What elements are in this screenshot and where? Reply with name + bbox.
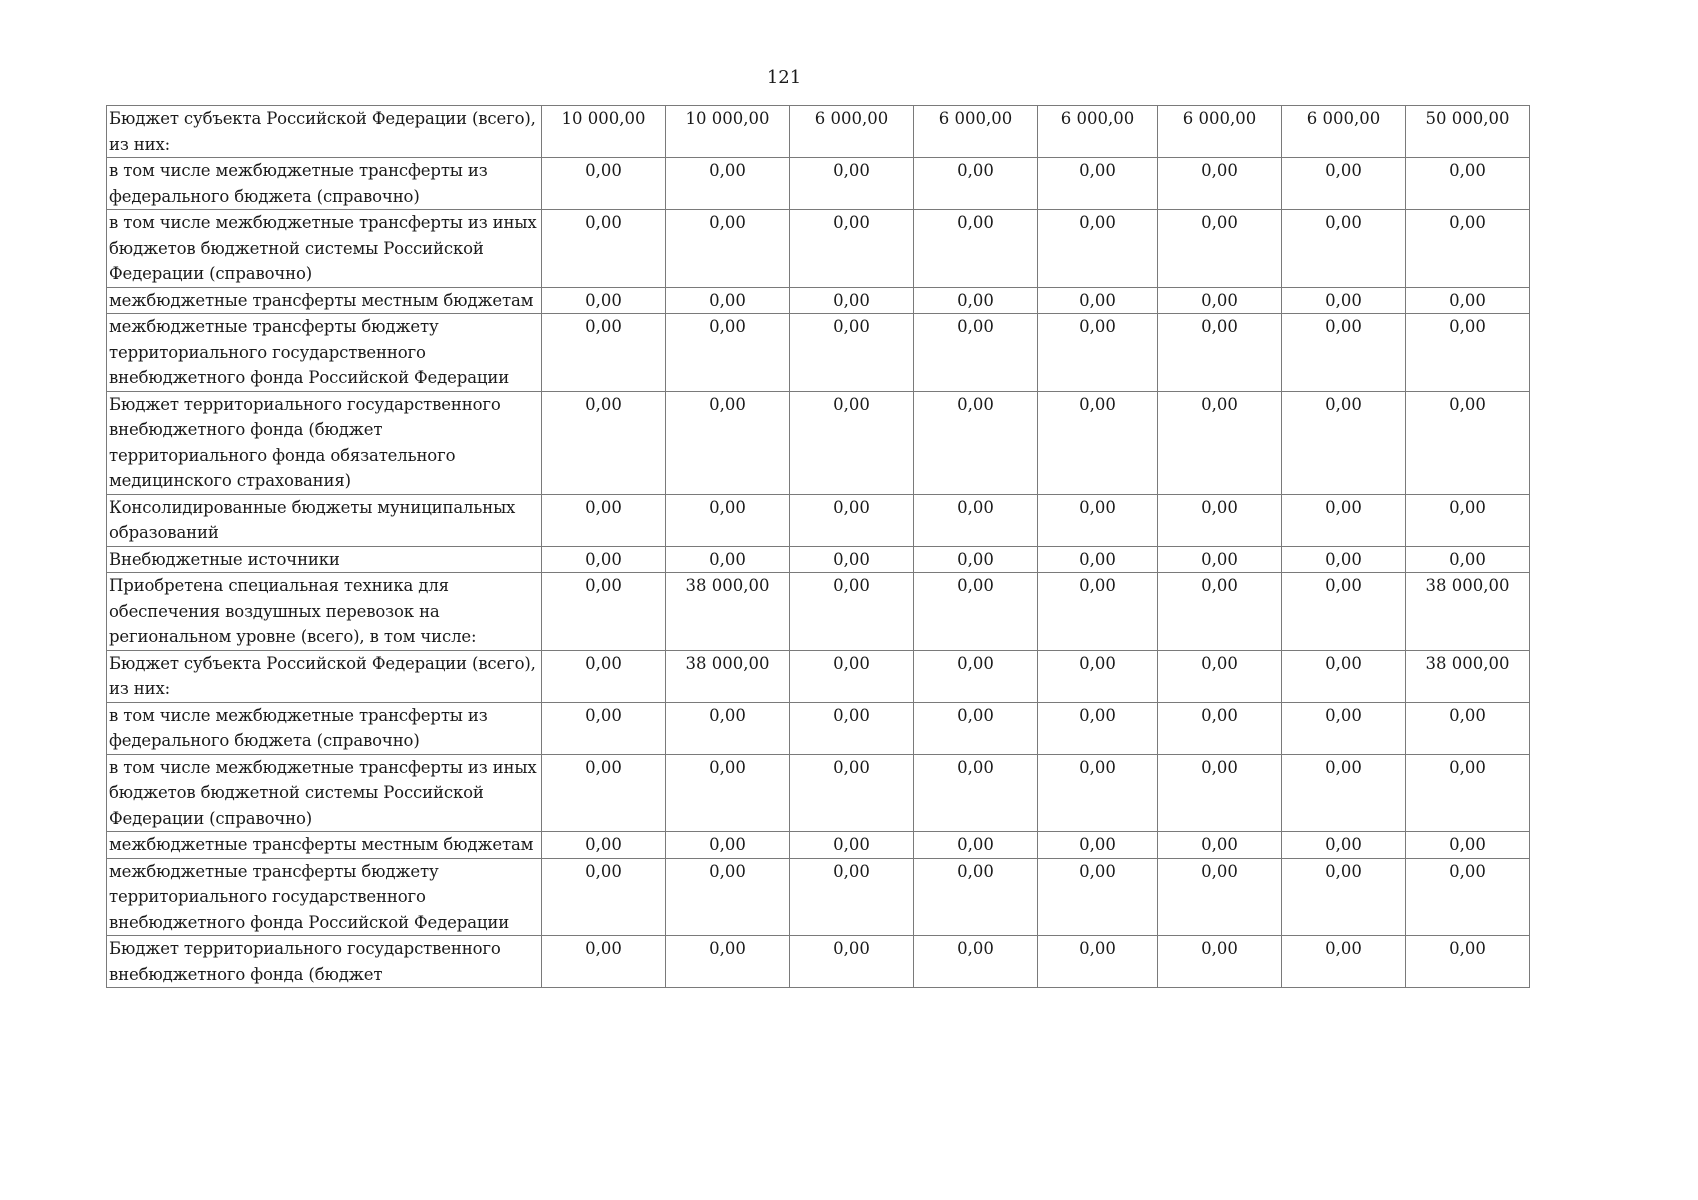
value-cell: 0,00 <box>1282 858 1406 936</box>
value-cell: 0,00 <box>790 494 914 546</box>
value-cell: 0,00 <box>1282 314 1406 392</box>
value-cell: 0,00 <box>1282 832 1406 859</box>
value-cell: 0,00 <box>1158 702 1282 754</box>
value-cell: 0,00 <box>1406 754 1530 832</box>
value-cell: 0,00 <box>1406 158 1530 210</box>
value-cell: 0,00 <box>1282 546 1406 573</box>
value-cell: 0,00 <box>1406 494 1530 546</box>
value-cell: 0,00 <box>666 287 790 314</box>
value-cell: 0,00 <box>790 314 914 392</box>
row-label: в том числе межбюджетные трансферты из иных бюджетов бюджетной системы Российской Федерации (справочно) <box>107 210 542 288</box>
table-row <box>107 858 1530 936</box>
value-cell: 0,00 <box>790 158 914 210</box>
value-cell: 6 000,00 <box>1158 106 1282 158</box>
table-row <box>107 546 1530 573</box>
row-label: в том числе межбюджетные трансферты из федерального бюджета (справочно) <box>107 158 542 210</box>
value-cell: 0,00 <box>1282 391 1406 494</box>
row-label: Бюджет субъекта Российской Федерации (всего), из них: <box>107 106 542 158</box>
value-cell: 0,00 <box>914 494 1038 546</box>
value-cell: 0,00 <box>914 936 1038 988</box>
value-cell: 0,00 <box>666 391 790 494</box>
value-cell: 0,00 <box>790 391 914 494</box>
value-cell: 6 000,00 <box>790 106 914 158</box>
value-cell: 0,00 <box>1158 210 1282 288</box>
table-row <box>107 936 1530 988</box>
value-cell: 0,00 <box>1038 832 1158 859</box>
value-cell: 0,00 <box>1406 210 1530 288</box>
value-cell: 0,00 <box>1038 573 1158 651</box>
table-row <box>107 106 1530 158</box>
value-cell: 0,00 <box>542 650 666 702</box>
value-cell: 0,00 <box>914 314 1038 392</box>
row-label: Бюджет территориального государственного внебюджетного фонда (бюджет территориального фонда обязательного медицинского страхования) <box>107 391 542 494</box>
row-label: в том числе межбюджетные трансферты из федерального бюджета (справочно) <box>107 702 542 754</box>
value-cell: 0,00 <box>1038 936 1158 988</box>
value-cell: 0,00 <box>1038 546 1158 573</box>
value-cell: 0,00 <box>914 158 1038 210</box>
value-cell: 0,00 <box>542 287 666 314</box>
table-body <box>107 106 1530 988</box>
value-cell: 6 000,00 <box>1038 106 1158 158</box>
budget-table <box>106 105 1530 988</box>
table-row <box>107 314 1530 392</box>
value-cell: 0,00 <box>790 936 914 988</box>
value-cell: 0,00 <box>790 754 914 832</box>
value-cell: 0,00 <box>666 832 790 859</box>
value-cell: 0,00 <box>1158 936 1282 988</box>
value-cell: 0,00 <box>790 546 914 573</box>
value-cell: 38 000,00 <box>1406 573 1530 651</box>
value-cell: 0,00 <box>790 573 914 651</box>
value-cell: 0,00 <box>1406 287 1530 314</box>
value-cell: 0,00 <box>914 210 1038 288</box>
table-row <box>107 573 1530 651</box>
value-cell: 0,00 <box>1406 858 1530 936</box>
value-cell: 0,00 <box>1158 546 1282 573</box>
value-cell: 0,00 <box>666 158 790 210</box>
value-cell: 0,00 <box>1038 754 1158 832</box>
value-cell: 0,00 <box>1282 702 1406 754</box>
value-cell: 0,00 <box>1406 314 1530 392</box>
table-row <box>107 287 1530 314</box>
value-cell: 6 000,00 <box>1282 106 1406 158</box>
table-row <box>107 391 1530 494</box>
value-cell: 0,00 <box>542 754 666 832</box>
value-cell: 0,00 <box>542 832 666 859</box>
row-label: Консолидированные бюджеты муниципальных образований <box>107 494 542 546</box>
value-cell: 0,00 <box>914 391 1038 494</box>
value-cell: 0,00 <box>790 210 914 288</box>
value-cell: 0,00 <box>1158 650 1282 702</box>
value-cell: 0,00 <box>1406 936 1530 988</box>
value-cell: 38 000,00 <box>666 573 790 651</box>
value-cell: 0,00 <box>1038 858 1158 936</box>
value-cell: 0,00 <box>1158 832 1282 859</box>
value-cell: 0,00 <box>1158 287 1282 314</box>
value-cell: 0,00 <box>542 702 666 754</box>
value-cell: 0,00 <box>790 858 914 936</box>
value-cell: 0,00 <box>1282 287 1406 314</box>
value-cell: 0,00 <box>1038 702 1158 754</box>
value-cell: 0,00 <box>914 832 1038 859</box>
value-cell: 0,00 <box>542 573 666 651</box>
value-cell: 0,00 <box>542 858 666 936</box>
value-cell: 0,00 <box>790 832 914 859</box>
value-cell: 6 000,00 <box>914 106 1038 158</box>
value-cell: 0,00 <box>1158 573 1282 651</box>
value-cell: 0,00 <box>914 858 1038 936</box>
value-cell: 0,00 <box>666 754 790 832</box>
row-label: Бюджет территориального государственного внебюджетного фонда (бюджет <box>107 936 542 988</box>
row-label: Внебюджетные источники <box>107 546 542 573</box>
value-cell: 0,00 <box>542 494 666 546</box>
value-cell: 0,00 <box>1038 494 1158 546</box>
value-cell: 0,00 <box>914 546 1038 573</box>
value-cell: 0,00 <box>1038 287 1158 314</box>
value-cell: 0,00 <box>1282 210 1406 288</box>
value-cell: 0,00 <box>790 650 914 702</box>
row-label: межбюджетные трансферты местным бюджетам <box>107 832 542 859</box>
value-cell: 0,00 <box>1038 314 1158 392</box>
value-cell: 0,00 <box>1282 494 1406 546</box>
value-cell: 0,00 <box>1038 158 1158 210</box>
value-cell: 0,00 <box>790 702 914 754</box>
value-cell: 0,00 <box>542 936 666 988</box>
value-cell: 0,00 <box>542 391 666 494</box>
value-cell: 0,00 <box>666 494 790 546</box>
value-cell: 0,00 <box>1158 858 1282 936</box>
value-cell: 0,00 <box>1038 391 1158 494</box>
value-cell: 0,00 <box>542 158 666 210</box>
value-cell: 0,00 <box>790 287 914 314</box>
row-label: межбюджетные трансферты бюджету территориального государственного внебюджетного фонда Российской Федерации <box>107 858 542 936</box>
table-row <box>107 650 1530 702</box>
value-cell: 0,00 <box>1038 650 1158 702</box>
value-cell: 10 000,00 <box>542 106 666 158</box>
value-cell: 0,00 <box>666 314 790 392</box>
value-cell: 0,00 <box>666 210 790 288</box>
value-cell: 0,00 <box>1158 158 1282 210</box>
value-cell: 0,00 <box>1406 391 1530 494</box>
value-cell: 0,00 <box>1406 702 1530 754</box>
value-cell: 0,00 <box>914 573 1038 651</box>
table-row <box>107 754 1530 832</box>
value-cell: 0,00 <box>1158 754 1282 832</box>
row-label: Приобретена специальная техника для обеспечения воздушных перевозок на региональном уровне (всего), в том числе: <box>107 573 542 651</box>
value-cell: 0,00 <box>666 936 790 988</box>
value-cell: 0,00 <box>542 210 666 288</box>
table-row <box>107 210 1530 288</box>
value-cell: 0,00 <box>1406 546 1530 573</box>
value-cell: 0,00 <box>666 702 790 754</box>
table-row <box>107 702 1530 754</box>
table-row <box>107 494 1530 546</box>
value-cell: 0,00 <box>1282 936 1406 988</box>
page-number: 121 <box>766 67 802 88</box>
value-cell: 0,00 <box>914 650 1038 702</box>
row-label: межбюджетные трансферты бюджету территориального государственного внебюджетного фонда Российской Федерации <box>107 314 542 392</box>
table-row <box>107 832 1530 859</box>
row-label: межбюджетные трансферты местным бюджетам <box>107 287 542 314</box>
value-cell: 0,00 <box>666 858 790 936</box>
value-cell: 0,00 <box>1282 754 1406 832</box>
row-label: в том числе межбюджетные трансферты из иных бюджетов бюджетной системы Российской Федерации (справочно) <box>107 754 542 832</box>
value-cell: 0,00 <box>542 314 666 392</box>
value-cell: 38 000,00 <box>1406 650 1530 702</box>
value-cell: 0,00 <box>542 546 666 573</box>
value-cell: 0,00 <box>914 287 1038 314</box>
value-cell: 0,00 <box>666 546 790 573</box>
value-cell: 50 000,00 <box>1406 106 1530 158</box>
value-cell: 0,00 <box>1282 158 1406 210</box>
table-row <box>107 158 1530 210</box>
value-cell: 0,00 <box>914 702 1038 754</box>
row-label: Бюджет субъекта Российской Федерации (всего), из них: <box>107 650 542 702</box>
value-cell: 10 000,00 <box>666 106 790 158</box>
value-cell: 0,00 <box>1158 391 1282 494</box>
value-cell: 0,00 <box>914 754 1038 832</box>
value-cell: 0,00 <box>1282 573 1406 651</box>
value-cell: 0,00 <box>1158 314 1282 392</box>
value-cell: 0,00 <box>1406 832 1530 859</box>
value-cell: 0,00 <box>1282 650 1406 702</box>
value-cell: 38 000,00 <box>666 650 790 702</box>
value-cell: 0,00 <box>1158 494 1282 546</box>
value-cell: 0,00 <box>1038 210 1158 288</box>
